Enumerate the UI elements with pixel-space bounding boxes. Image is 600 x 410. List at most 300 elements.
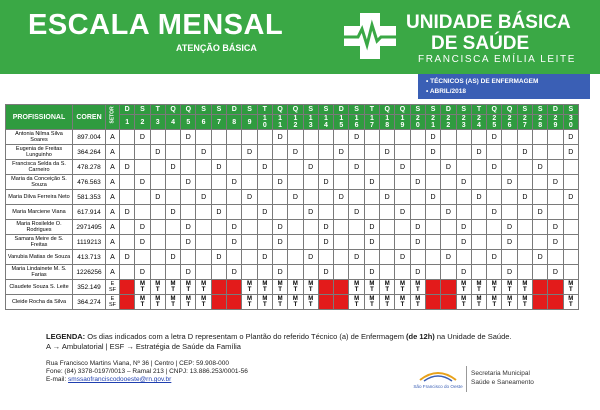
duty-day-cell: D (456, 220, 471, 235)
empty-day-cell (120, 265, 135, 280)
shift-letter: T (262, 302, 267, 308)
empty-day-cell (395, 265, 410, 280)
day-number-digit: 9 (400, 122, 405, 129)
empty-day-cell (487, 235, 502, 250)
weekday-header: S (425, 105, 440, 115)
duty-day-cell: D (181, 175, 196, 190)
shift-letter: M (491, 296, 497, 302)
duty-day-cell: D (425, 190, 440, 205)
empty-day-cell (334, 160, 349, 175)
duty-day-cell: D (410, 235, 425, 250)
shift-letter: T (461, 287, 466, 293)
empty-day-cell (533, 220, 548, 235)
weekday-header: S (196, 105, 211, 115)
empty-day-cell (410, 250, 425, 265)
duty-day-cell: D (533, 250, 548, 265)
empty-day-cell (425, 175, 440, 190)
weekend-off-cell (211, 280, 226, 295)
empty-day-cell (318, 250, 333, 265)
empty-day-cell (517, 265, 532, 280)
email-link[interactable]: smssaofranciscodooeste@rn.gov.br (68, 376, 172, 383)
empty-day-cell (364, 205, 379, 220)
shift-letter: M (170, 281, 176, 287)
table-row (6, 160, 579, 175)
ubs-name-line1: UNIDADE BÁSICA (406, 12, 571, 33)
empty-day-cell (563, 220, 578, 235)
shift-mt-cell (150, 280, 165, 295)
weekday-header: T (364, 105, 379, 115)
shift-letter: T (415, 287, 420, 293)
day-number-header (272, 115, 287, 130)
empty-day-cell (334, 250, 349, 265)
duty-day-cell: D (120, 160, 135, 175)
setor-code: A (106, 130, 120, 145)
empty-day-cell (364, 190, 379, 205)
setor-code (106, 295, 120, 310)
empty-day-cell (150, 205, 165, 220)
professional-name: Vanubia Matias de Souza (6, 250, 73, 265)
empty-day-cell (395, 190, 410, 205)
table-row (6, 145, 579, 160)
shift-letter: T (492, 287, 497, 293)
secretaria-line1: Secretaria Municipal (471, 370, 530, 377)
shift-letter: T (523, 302, 527, 308)
empty-day-cell (288, 160, 303, 175)
day-number-header: 1 (120, 115, 135, 130)
coren-number: 413.713 (73, 250, 106, 265)
coren-number: 581.353 (73, 190, 106, 205)
shift-mt-cell (471, 280, 486, 295)
empty-day-cell (165, 190, 180, 205)
empty-day-cell (150, 265, 165, 280)
shift-letter: M (354, 281, 360, 287)
shift-letter: M (384, 281, 390, 287)
empty-day-cell (272, 205, 287, 220)
empty-day-cell (257, 265, 272, 280)
shift-letter: T (201, 302, 206, 308)
duty-day-cell: D (181, 130, 196, 145)
shift-mt-cell (471, 295, 486, 310)
empty-day-cell (471, 220, 486, 235)
duty-day-cell: D (487, 205, 502, 220)
empty-day-cell (196, 220, 211, 235)
empty-day-cell (395, 175, 410, 190)
duty-day-cell: D (257, 205, 272, 220)
duty-day-cell: D (150, 145, 165, 160)
shift-letter: M (308, 296, 314, 302)
empty-day-cell (517, 160, 532, 175)
weekday-header: Q (181, 105, 196, 115)
duty-day-cell: D (533, 160, 548, 175)
day-number-header: 4 (165, 115, 180, 130)
coren-number: 364.264 (73, 145, 106, 160)
duty-day-cell: D (395, 160, 410, 175)
day-number-header (563, 115, 578, 130)
duty-day-cell: D (441, 160, 456, 175)
duty-day-cell: D (349, 160, 364, 175)
setor-code-part: SF (108, 302, 117, 308)
empty-day-cell (288, 175, 303, 190)
empty-day-cell (227, 130, 242, 145)
empty-day-cell (410, 130, 425, 145)
empty-day-cell (150, 220, 165, 235)
empty-day-cell (196, 130, 211, 145)
coren-number: 1226256 (73, 265, 106, 280)
empty-day-cell (425, 205, 440, 220)
table-row (6, 265, 579, 280)
empty-day-cell (395, 130, 410, 145)
empty-day-cell (242, 160, 257, 175)
duty-day-cell: D (196, 145, 211, 160)
duty-day-cell: D (272, 235, 287, 250)
empty-day-cell (410, 190, 425, 205)
shift-letter: M (277, 296, 283, 302)
shift-mt-cell (242, 295, 257, 310)
duty-day-cell: D (410, 265, 425, 280)
shift-mt-cell (487, 280, 502, 295)
table-row (6, 190, 579, 205)
empty-day-cell (242, 265, 257, 280)
empty-day-cell (563, 265, 578, 280)
shift-mt-cell (410, 295, 425, 310)
health-cross-icon (340, 11, 400, 61)
shift-letter: M (522, 281, 528, 287)
empty-day-cell (380, 175, 395, 190)
weekday-header: D (334, 105, 349, 115)
empty-day-cell (548, 160, 563, 175)
coren-number: 478.278 (73, 160, 106, 175)
empty-day-cell (272, 250, 287, 265)
shift-mt-cell (517, 295, 532, 310)
duty-day-cell: D (120, 250, 135, 265)
day-number-digit: 1 (431, 122, 436, 129)
weekday-header: S (349, 105, 364, 115)
day-number-digit: 2 (461, 115, 466, 122)
empty-day-cell (272, 160, 287, 175)
day-number-digit: 1 (385, 115, 390, 122)
ubs-name-line3: FRANCISCA EMÍLIA LEITE (418, 54, 577, 65)
municipality-logo (413, 368, 463, 390)
empty-day-cell (349, 175, 364, 190)
day-number-header: 6 (196, 115, 211, 130)
duty-day-cell: D (502, 235, 517, 250)
shift-letter: M (308, 281, 314, 287)
duty-day-cell: D (364, 220, 379, 235)
table-row (6, 205, 579, 220)
empty-day-cell (303, 130, 318, 145)
day-number-digit: 2 (553, 115, 558, 122)
svg-text:São Francisco do Oeste: São Francisco do Oeste (413, 384, 463, 389)
shift-letter: M (568, 296, 574, 302)
shift-letter: M (262, 296, 268, 302)
empty-day-cell (242, 250, 257, 265)
empty-day-cell (150, 250, 165, 265)
empty-day-cell (303, 265, 318, 280)
duty-day-cell: D (242, 145, 257, 160)
shift-letter: T (308, 287, 313, 293)
empty-day-cell (242, 175, 257, 190)
shift-letter: T (568, 302, 573, 308)
day-number-header (318, 115, 333, 130)
shift-mt-cell (349, 280, 364, 295)
day-number-digit: 3 (461, 122, 466, 129)
shift-mt-cell (487, 295, 502, 310)
empty-day-cell (120, 175, 135, 190)
coren-number: 2971495 (73, 220, 106, 235)
shift-letter: M (277, 281, 283, 287)
professional-name: Maria Rosilelde O. Rodrigues (6, 220, 73, 235)
day-number-digit: 0 (568, 122, 573, 129)
empty-day-cell (181, 250, 196, 265)
weekend-off-cell (211, 295, 226, 310)
shift-mt-cell (349, 295, 364, 310)
day-number-digit: 2 (446, 115, 451, 122)
shift-letter: M (155, 281, 161, 287)
shift-letter: T (507, 302, 512, 308)
shift-letter: M (507, 296, 513, 302)
empty-day-cell (211, 220, 226, 235)
empty-day-cell (456, 145, 471, 160)
day-number-header (395, 115, 410, 130)
day-number-digit: 2 (293, 122, 298, 129)
weekday-header: D (548, 105, 563, 115)
weekend-off-cell (548, 295, 563, 310)
day-number-digit: 2 (492, 115, 497, 122)
duty-day-cell: D (196, 190, 211, 205)
shift-letter: T (308, 302, 313, 308)
shift-letter: T (354, 287, 359, 293)
shift-letter: M (476, 281, 482, 287)
duty-day-cell: D (303, 205, 318, 220)
duty-day-cell: D (334, 145, 349, 160)
empty-day-cell (395, 145, 410, 160)
info-box (418, 74, 590, 99)
day-number-digit: 2 (507, 115, 512, 122)
empty-day-cell (425, 265, 440, 280)
shift-letter: M (185, 281, 191, 287)
weekend-off-cell (227, 280, 242, 295)
weekend-off-cell (548, 280, 563, 295)
coren-number: 897.004 (73, 130, 106, 145)
empty-day-cell (471, 175, 486, 190)
empty-day-cell (288, 235, 303, 250)
setor-code: A (106, 175, 120, 190)
empty-day-cell (120, 235, 135, 250)
empty-day-cell (425, 160, 440, 175)
duty-day-cell: D (364, 235, 379, 250)
empty-day-cell (303, 190, 318, 205)
shift-mt-cell (563, 295, 578, 310)
professional-name: Cleide Rocha da Silva (6, 295, 73, 310)
day-number-header (303, 115, 318, 130)
shift-letter: T (247, 302, 252, 308)
shift-letter: T (140, 287, 145, 293)
duty-day-cell: D (364, 265, 379, 280)
empty-day-cell (288, 220, 303, 235)
empty-day-cell (502, 145, 517, 160)
shift-mt-cell (165, 295, 180, 310)
duty-day-cell: D (227, 265, 242, 280)
shift-mt-cell (380, 295, 395, 310)
shift-letter: T (155, 302, 160, 308)
empty-day-cell (257, 235, 272, 250)
shift-letter: M (476, 296, 482, 302)
shift-mt-cell (410, 280, 425, 295)
empty-day-cell (242, 205, 257, 220)
empty-day-cell (502, 250, 517, 265)
empty-day-cell (471, 235, 486, 250)
day-number-digit: 1 (354, 115, 359, 122)
footer-email-line: E-mail: smssaofranciscodooeste@rn.gov.br (46, 376, 172, 383)
empty-day-cell (349, 220, 364, 235)
empty-day-cell (441, 175, 456, 190)
day-number-header: 7 (211, 115, 226, 130)
duty-day-cell: D (272, 265, 287, 280)
empty-day-cell (441, 220, 456, 235)
duty-day-cell: D (487, 130, 502, 145)
empty-day-cell (334, 220, 349, 235)
duty-day-cell: D (441, 205, 456, 220)
table-row (6, 175, 579, 190)
empty-day-cell (487, 190, 502, 205)
shift-mt-cell (303, 280, 318, 295)
empty-day-cell (211, 145, 226, 160)
weekend-off-cell (441, 280, 456, 295)
empty-day-cell (135, 250, 150, 265)
empty-day-cell (288, 265, 303, 280)
empty-day-cell (425, 235, 440, 250)
day-number-header (288, 115, 303, 130)
empty-day-cell (334, 130, 349, 145)
empty-day-cell (288, 205, 303, 220)
empty-day-cell (364, 160, 379, 175)
duty-day-cell: D (456, 175, 471, 190)
day-number-header (410, 115, 425, 130)
shift-letter: T (293, 287, 298, 293)
duty-day-cell: D (349, 130, 364, 145)
day-number-digit: 3 (568, 115, 573, 122)
day-number-header (502, 115, 517, 130)
setor-code: A (106, 205, 120, 220)
shift-letter: M (415, 296, 421, 302)
day-number-header: 8 (227, 115, 242, 130)
empty-day-cell (380, 160, 395, 175)
empty-day-cell (135, 160, 150, 175)
empty-day-cell (211, 235, 226, 250)
professional-name: Maria Lindainete M. S. Farias (6, 265, 73, 280)
duty-day-cell: D (135, 220, 150, 235)
setor-code: A (106, 160, 120, 175)
setor-code: A (106, 145, 120, 160)
duty-day-cell: D (395, 205, 410, 220)
weekday-header: Q (380, 105, 395, 115)
empty-day-cell (165, 175, 180, 190)
empty-day-cell (456, 190, 471, 205)
table-row (6, 130, 579, 145)
empty-day-cell (150, 160, 165, 175)
empty-day-cell (441, 235, 456, 250)
day-number-header (456, 115, 471, 130)
weekday-header: D (441, 105, 456, 115)
coren-number: 352.149 (73, 280, 106, 295)
day-number-header (364, 115, 379, 130)
shift-letter: M (522, 296, 528, 302)
duty-day-cell: D (211, 205, 226, 220)
empty-day-cell (425, 220, 440, 235)
empty-day-cell (502, 130, 517, 145)
empty-day-cell (318, 145, 333, 160)
empty-day-cell (181, 190, 196, 205)
empty-day-cell (425, 250, 440, 265)
weekend-off-cell (120, 280, 135, 295)
empty-day-cell (533, 265, 548, 280)
weekend-off-cell (533, 280, 548, 295)
duty-day-cell: D (395, 250, 410, 265)
shift-mt-cell (196, 280, 211, 295)
duty-day-cell: D (425, 130, 440, 145)
weekday-header: S (242, 105, 257, 115)
shift-mt-cell (395, 280, 410, 295)
day-number-digit: 1 (308, 115, 313, 122)
day-number-header (441, 115, 456, 130)
empty-day-cell (303, 235, 318, 250)
empty-day-cell (303, 220, 318, 235)
shift-mt-cell (364, 295, 379, 310)
professional-name: Claudete Souza S. Leite (6, 280, 73, 295)
empty-day-cell (165, 220, 180, 235)
empty-day-cell (211, 130, 226, 145)
duty-day-cell: D (380, 145, 395, 160)
empty-day-cell (517, 205, 532, 220)
empty-day-cell (380, 205, 395, 220)
empty-day-cell (380, 235, 395, 250)
shift-letter: M (354, 296, 360, 302)
day-number-header (471, 115, 486, 130)
weekend-off-cell (227, 295, 242, 310)
empty-day-cell (533, 235, 548, 250)
shift-letter: T (400, 287, 405, 293)
weekday-header: T (150, 105, 165, 115)
professional-name: Maria da Conceição S. Souza (6, 175, 73, 190)
shift-letter: M (384, 296, 390, 302)
empty-day-cell (487, 175, 502, 190)
duty-day-cell: D (135, 235, 150, 250)
duty-day-cell: D (456, 265, 471, 280)
empty-day-cell (517, 250, 532, 265)
shift-letter: T (385, 302, 390, 308)
empty-day-cell (456, 205, 471, 220)
weekday-header: S (318, 105, 333, 115)
day-number-digit: 5 (339, 122, 344, 129)
weekday-header: T (257, 105, 272, 115)
shift-mt-cell (456, 295, 471, 310)
empty-day-cell (196, 160, 211, 175)
empty-day-cell (272, 190, 287, 205)
duty-day-cell: D (181, 235, 196, 250)
shift-letter: M (491, 281, 497, 287)
shift-letter: M (247, 281, 253, 287)
empty-day-cell (257, 190, 272, 205)
shift-letter: M (369, 296, 375, 302)
day-number-header (334, 115, 349, 130)
empty-day-cell (548, 205, 563, 220)
schedule-body (6, 130, 579, 310)
setor-code-part: E (110, 296, 115, 302)
duty-day-cell: D (471, 190, 486, 205)
day-number-digit: 1 (262, 115, 267, 122)
footer-separator (466, 366, 467, 392)
day-number-header (517, 115, 532, 130)
